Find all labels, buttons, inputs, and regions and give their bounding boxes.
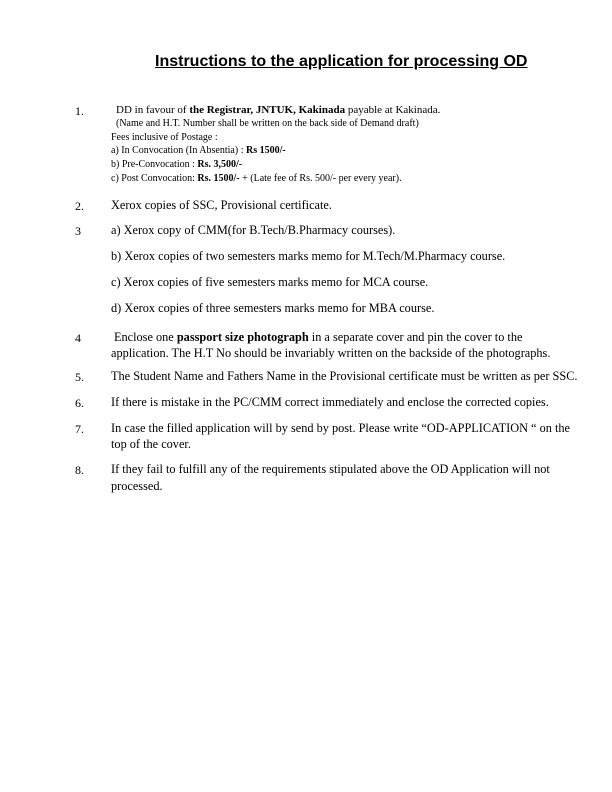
item-text: application. The H.T No should be invariably written on the backside of the photographs. — [111, 346, 551, 360]
text: c) Post Convocation: — [111, 173, 198, 184]
text: payable at Kakinada. — [345, 104, 441, 116]
dd-line — [116, 104, 440, 116]
item-text: processed. — [111, 479, 163, 493]
text: b) Pre-Convocation : — [111, 159, 198, 170]
item-text: top of the cover. — [111, 437, 191, 451]
amount: Rs. 3,500/- — [197, 159, 243, 170]
item-number: 7. — [75, 422, 84, 436]
item-text: The Student Name and Fathers Name in the Provisional certificate must be written as per SSC. — [111, 369, 578, 383]
item-text: In case the filled application will by send by post. Please write “OD-APPLICATION “ on the — [111, 421, 570, 435]
item-number: 4 — [75, 331, 81, 345]
text: Enclose one — [114, 330, 177, 344]
item-text: b) Xerox copies of two semesters marks memo for M.Tech/M.Pharmacy course. — [111, 249, 506, 263]
item-text — [114, 330, 522, 345]
item-text: a) Xerox copy of CMM(for B.Tech/B.Pharmacy courses). — [111, 223, 396, 237]
name-note: (Name and H.T. Number shall be written on the back side of Demand draft) — [116, 118, 419, 129]
text: in a separate cover and pin the cover to the — [308, 330, 523, 344]
registrar-text: the Registrar, JNTUK, Kakinada — [189, 104, 346, 116]
item-text: Xerox copies of SSC, Provisional certificate. — [111, 198, 332, 212]
text: DD in favour of — [116, 104, 190, 116]
item-number: 8. — [75, 463, 84, 477]
fee-c — [111, 173, 402, 184]
amount: Rs. 1500/- — [197, 173, 240, 184]
item-text: c) Xerox copies of five semesters marks memo for MCA course. — [111, 275, 429, 289]
photo-text: passport size photograph — [176, 330, 309, 344]
amount: Rs 1500/- — [245, 145, 286, 156]
item-text: If they fail to fulfill any of the requirements stipulated above the OD Application will not — [111, 462, 550, 476]
item-number: 2. — [75, 199, 84, 213]
fee-b — [111, 159, 242, 170]
item-number: 3 — [75, 224, 81, 238]
text: + (Late fee of Rs. 500/- per every year). — [239, 173, 402, 184]
text: a) In Convocation (In Absentia) : — [111, 145, 246, 156]
item-number: 6. — [75, 396, 84, 410]
item-number: 1. — [75, 104, 84, 118]
fee-a — [111, 145, 286, 156]
item-text: d) Xerox copies of three semesters marks memo for MBA course. — [111, 301, 435, 315]
item-number: 5. — [75, 370, 84, 384]
item-text: If there is mistake in the PC/CMM correct immediately and enclose the corrected copies. — [111, 395, 549, 409]
fees-label: Fees inclusive of Postage : — [111, 132, 218, 143]
page-title: Instructions to the application for processing OD — [155, 53, 528, 70]
